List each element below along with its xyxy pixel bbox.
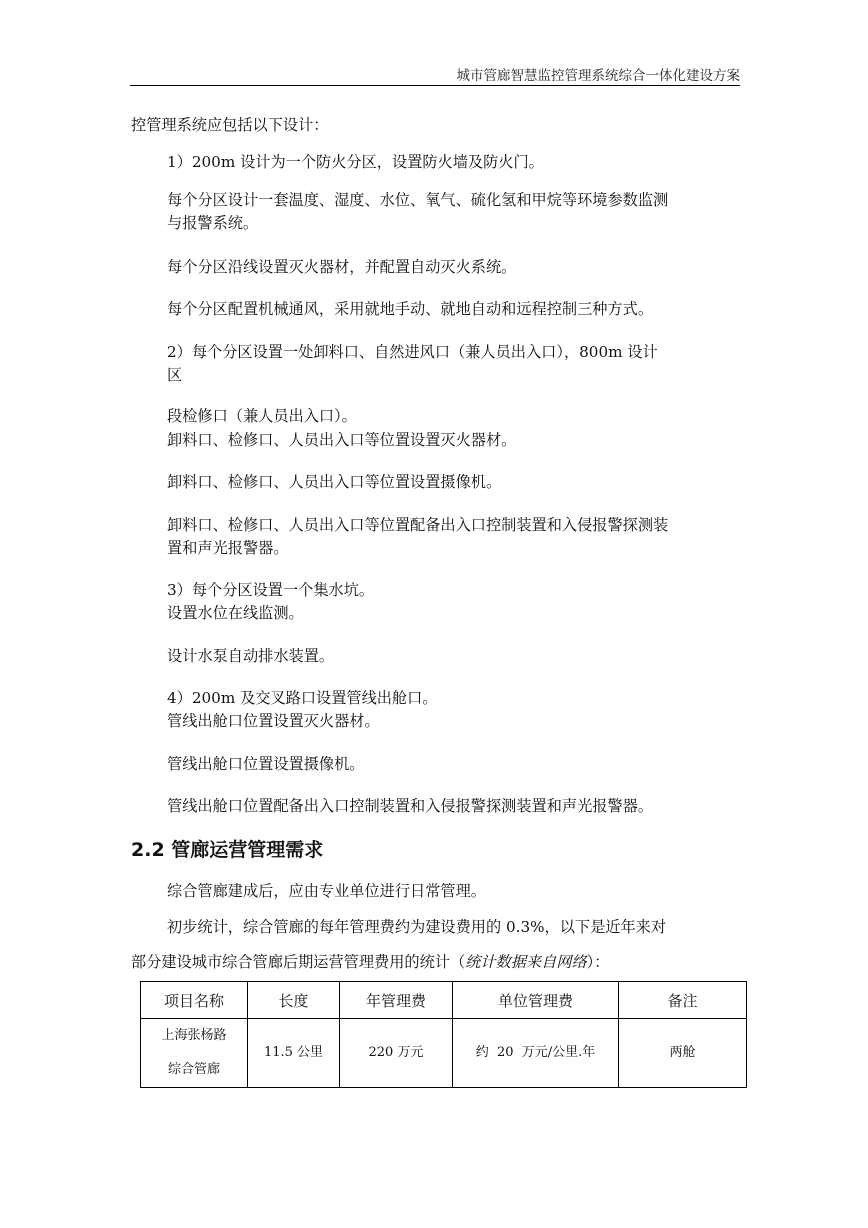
body-line: 卸料口、检修口、人员出入口等位置设置摄像机。 [167, 473, 502, 491]
note-cell: 两舱 [619, 1019, 747, 1088]
project-name-line: 综合管廊 [167, 1062, 220, 1077]
length-cell: 11.5 公里 [248, 1019, 340, 1088]
paragraph: 综合管廊建成后，应由专业单位进行日常管理。 [167, 882, 486, 900]
body-line: 卸料口、检修口、人员出入口等位置配备出入口控制装置和入侵报警探测装 [167, 516, 669, 534]
body-line: 4）200m 及交叉路口设置管线出舱口。 [167, 689, 438, 707]
body-line: 区 [167, 366, 183, 384]
para-suffix: ）： [586, 953, 610, 971]
body-line: 置和声光报警器。 [167, 539, 289, 557]
body-line: 控管理系统应包括以下设计： [131, 116, 329, 134]
header-cell: 长度 [248, 982, 340, 1019]
body-line: 设置水位在线监测。 [167, 604, 304, 622]
project-name-line: 上海张杨路 [161, 1028, 227, 1043]
annual-fee-cell: 220 万元 [340, 1019, 453, 1088]
body-line: 3）每个分区设置一个集水坑。 [167, 581, 375, 599]
section-heading: 2.2 管廊运营管理需求 [131, 839, 324, 861]
table-header-row [141, 982, 747, 1019]
header-cell: 年管理费 [340, 982, 453, 1019]
body-line: 管线出舱口位置配备出入口控制装置和入侵报警探测装置和声光报警器。 [167, 797, 653, 815]
header-rule [130, 85, 740, 86]
page-header [130, 62, 740, 86]
fee-table [140, 981, 747, 1088]
header-cell: 备注 [619, 982, 747, 1019]
body-line: 卸料口、检修口、人员出入口等位置设置灭火器材。 [167, 431, 517, 449]
para-italic-source: 统计数据来自网络 [465, 953, 587, 971]
table-row [141, 1019, 747, 1088]
header-title: 城市管廊智慧监控管理系统综合一体化建设方案 [456, 68, 740, 84]
body-line: 管线出舱口位置设置灭火器材。 [167, 712, 380, 730]
body-line: 2）每个分区设置一处卸料口、自然进风口（兼人员出入口），800m 设计 [167, 343, 658, 361]
header-cell: 单位管理费 [453, 982, 619, 1019]
body-line: 每个分区设计一套温度、湿度、水位、氧气、硫化氢和甲烷等环境参数监测 [167, 191, 669, 209]
body-line: 管线出舱口位置设置摄像机。 [167, 755, 365, 773]
header-cell: 项目名称 [141, 982, 248, 1019]
body-line: 段检修口（兼人员出入口）。 [167, 407, 357, 425]
body-line: 设计水泵自动排水装置。 [167, 647, 335, 665]
body-line: 每个分区配置机械通风，采用就地手动、就地自动和远程控制三种方式。 [167, 300, 653, 318]
project-name-cell [141, 1019, 248, 1088]
body-line: 与报警系统。 [167, 214, 259, 232]
body-line: 1）200m 设计为一个防火分区，设置防火墙及防火门。 [167, 153, 544, 171]
paragraph: 初步统计，综合管廊的每年管理费约为建设费用的 0.3%，以下是近年来对 [167, 918, 667, 936]
body-line: 每个分区沿线设置灭火器材，并配置自动灭火系统。 [167, 258, 517, 276]
unit-fee-cell: 约 20 万元/公里.年 [453, 1019, 619, 1088]
para-prefix: 部分建设城市综合管廊后期运营管理费用的统计（ [131, 953, 466, 971]
paragraph [131, 952, 609, 972]
